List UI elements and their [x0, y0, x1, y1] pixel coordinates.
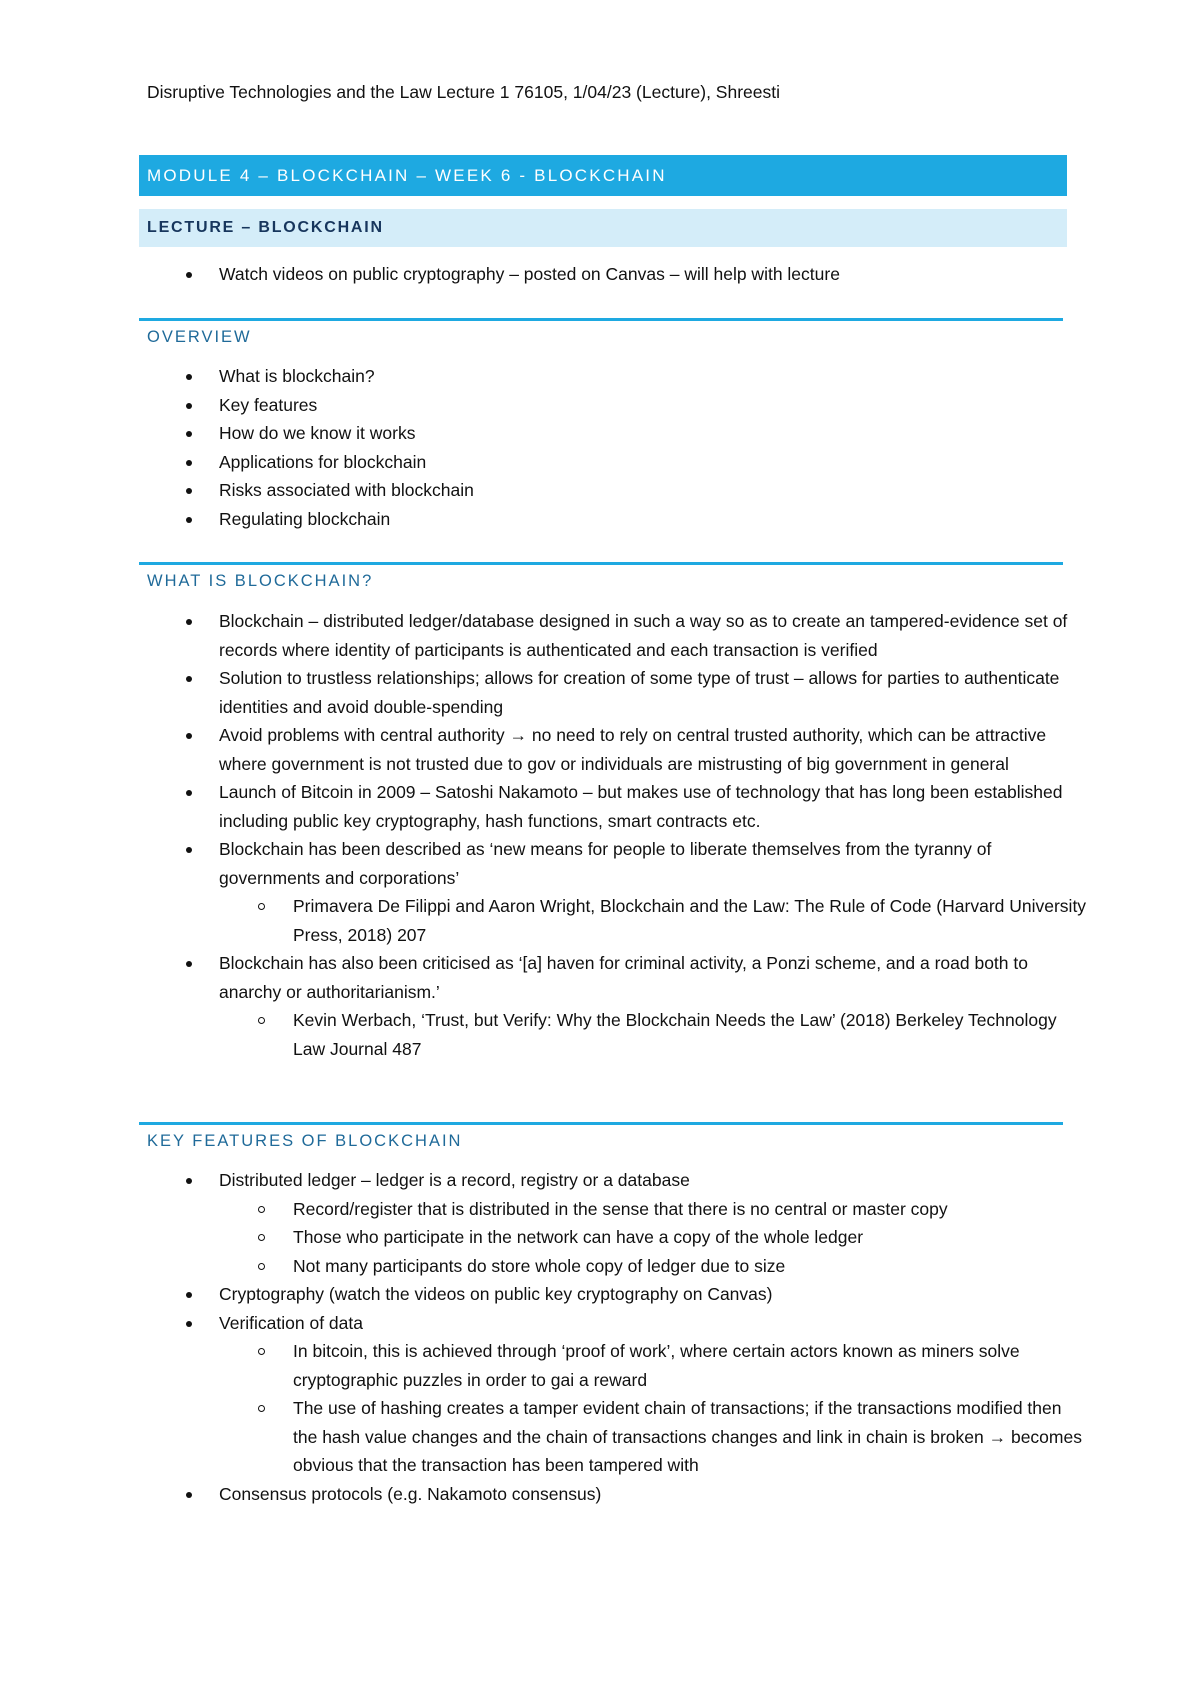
- list-item: Launch of Bitcoin in 2009 – Satoshi Nakamoto – but makes use of technology that has long been established including public key cryptography, hash functions, smart contracts etc.: [0, 778, 1089, 835]
- list-item: Blockchain has been described as ‘new means for people to liberate themselves from the tyranny of governments and corporations’: [0, 835, 1089, 892]
- list-item: How do we know it works: [0, 419, 1089, 448]
- list-item: Consensus protocols (e.g. Nakamoto consensus): [0, 1480, 1089, 1509]
- circle-bullet-icon: [258, 1348, 265, 1355]
- section-title-key-features: KEY FEATURES OF BLOCKCHAIN: [147, 1132, 463, 1150]
- list-item: Avoid problems with central authority → no need to rely on central trusted authority, which can be attractive where government is not trusted due to gov or individuals are mistrusting of big government in general: [0, 721, 1089, 778]
- bullet-icon: [186, 517, 192, 523]
- bullet-icon: [186, 619, 192, 625]
- overview-list: [0, 362, 1200, 533]
- section-divider: [139, 562, 1063, 565]
- sub-list-item: Not many participants do store whole copy of ledger due to size: [0, 1252, 1089, 1281]
- lecture-heading: LECTURE – BLOCKCHAIN: [139, 209, 1067, 247]
- bullet-icon: [186, 374, 192, 380]
- document-header: Disruptive Technologies and the Law Lecture 1 76105, 1/04/23 (Lecture), Shreesti: [147, 82, 780, 102]
- bullet-icon: [186, 961, 192, 967]
- list-item: Cryptography (watch the videos on public key cryptography on Canvas): [0, 1280, 1089, 1309]
- bullet-icon: [186, 272, 192, 278]
- section-divider: [139, 318, 1063, 321]
- module-heading: MODULE 4 – BLOCKCHAIN – WEEK 6 - BLOCKCHAIN: [139, 155, 1067, 196]
- section-title-overview: OVERVIEW: [147, 328, 252, 346]
- bullet-icon: [186, 1292, 192, 1298]
- circle-bullet-icon: [258, 903, 265, 910]
- list-item: What is blockchain?: [0, 362, 1089, 391]
- list-item: Verification of data: [0, 1309, 1089, 1338]
- list-item: Watch videos on public cryptography – posted on Canvas – will help with lecture: [0, 260, 1089, 289]
- list-item: Blockchain has also been criticised as ‘[a] haven for criminal activity, a Ponzi scheme, and a road both to anarchy or authoritarianism.’: [0, 949, 1089, 1006]
- list-item: Blockchain – distributed ledger/database designed in such a way so as to create an tampered-evidence set of records where identity of participants is authenticated and each transaction is verified: [0, 607, 1089, 664]
- circle-bullet-icon: [258, 1263, 265, 1270]
- bullet-icon: [186, 460, 192, 466]
- bullet-icon: [186, 488, 192, 494]
- bullet-icon: [186, 790, 192, 796]
- sub-list-item: Kevin Werbach, ‘Trust, but Verify: Why the Blockchain Needs the Law’ (2018) Berkeley Technology Law Journal 487: [0, 1006, 1089, 1063]
- list-item: Applications for blockchain: [0, 448, 1089, 477]
- circle-bullet-icon: [258, 1017, 265, 1024]
- sub-list-item: In bitcoin, this is achieved through ‘proof of work’, where certain actors known as miners solve cryptographic puzzles in order to gai a reward: [0, 1337, 1089, 1394]
- circle-bullet-icon: [258, 1234, 265, 1241]
- section-title-what-is: WHAT IS BLOCKCHAIN?: [147, 572, 374, 590]
- sub-list-item: The use of hashing creates a tamper evident chain of transactions; if the transactions modified then the hash value changes and the chain of transactions changes and link in chain is broken → becomes obvious that the transaction has been tampered with: [0, 1394, 1089, 1480]
- bullet-icon: [186, 733, 192, 739]
- bullet-icon: [186, 1321, 192, 1327]
- what-is-list: [0, 607, 1200, 1063]
- sub-list-item: Primavera De Filippi and Aaron Wright, Blockchain and the Law: The Rule of Code (Harvard University Press, 2018) 207: [0, 892, 1089, 949]
- bullet-icon: [186, 847, 192, 853]
- list-item: Solution to trustless relationships; allows for creation of some type of trust – allows for parties to authenticate identities and avoid double-spending: [0, 664, 1089, 721]
- bullet-icon: [186, 431, 192, 437]
- sub-list-item: Record/register that is distributed in the sense that there is no central or master copy: [0, 1195, 1089, 1224]
- circle-bullet-icon: [258, 1206, 265, 1213]
- circle-bullet-icon: [258, 1405, 265, 1412]
- key-features-list: [0, 1166, 1200, 1508]
- list-item: Distributed ledger – ledger is a record, registry or a database: [0, 1166, 1089, 1195]
- bullet-icon: [186, 403, 192, 409]
- list-item: Risks associated with blockchain: [0, 476, 1089, 505]
- bullet-icon: [186, 1178, 192, 1184]
- bullet-icon: [186, 676, 192, 682]
- lecture-list: [0, 260, 1200, 289]
- list-item: Regulating blockchain: [0, 505, 1089, 534]
- bullet-icon: [186, 1492, 192, 1498]
- list-item: Key features: [0, 391, 1089, 420]
- section-divider: [139, 1122, 1063, 1125]
- sub-list-item: Those who participate in the network can have a copy of the whole ledger: [0, 1223, 1089, 1252]
